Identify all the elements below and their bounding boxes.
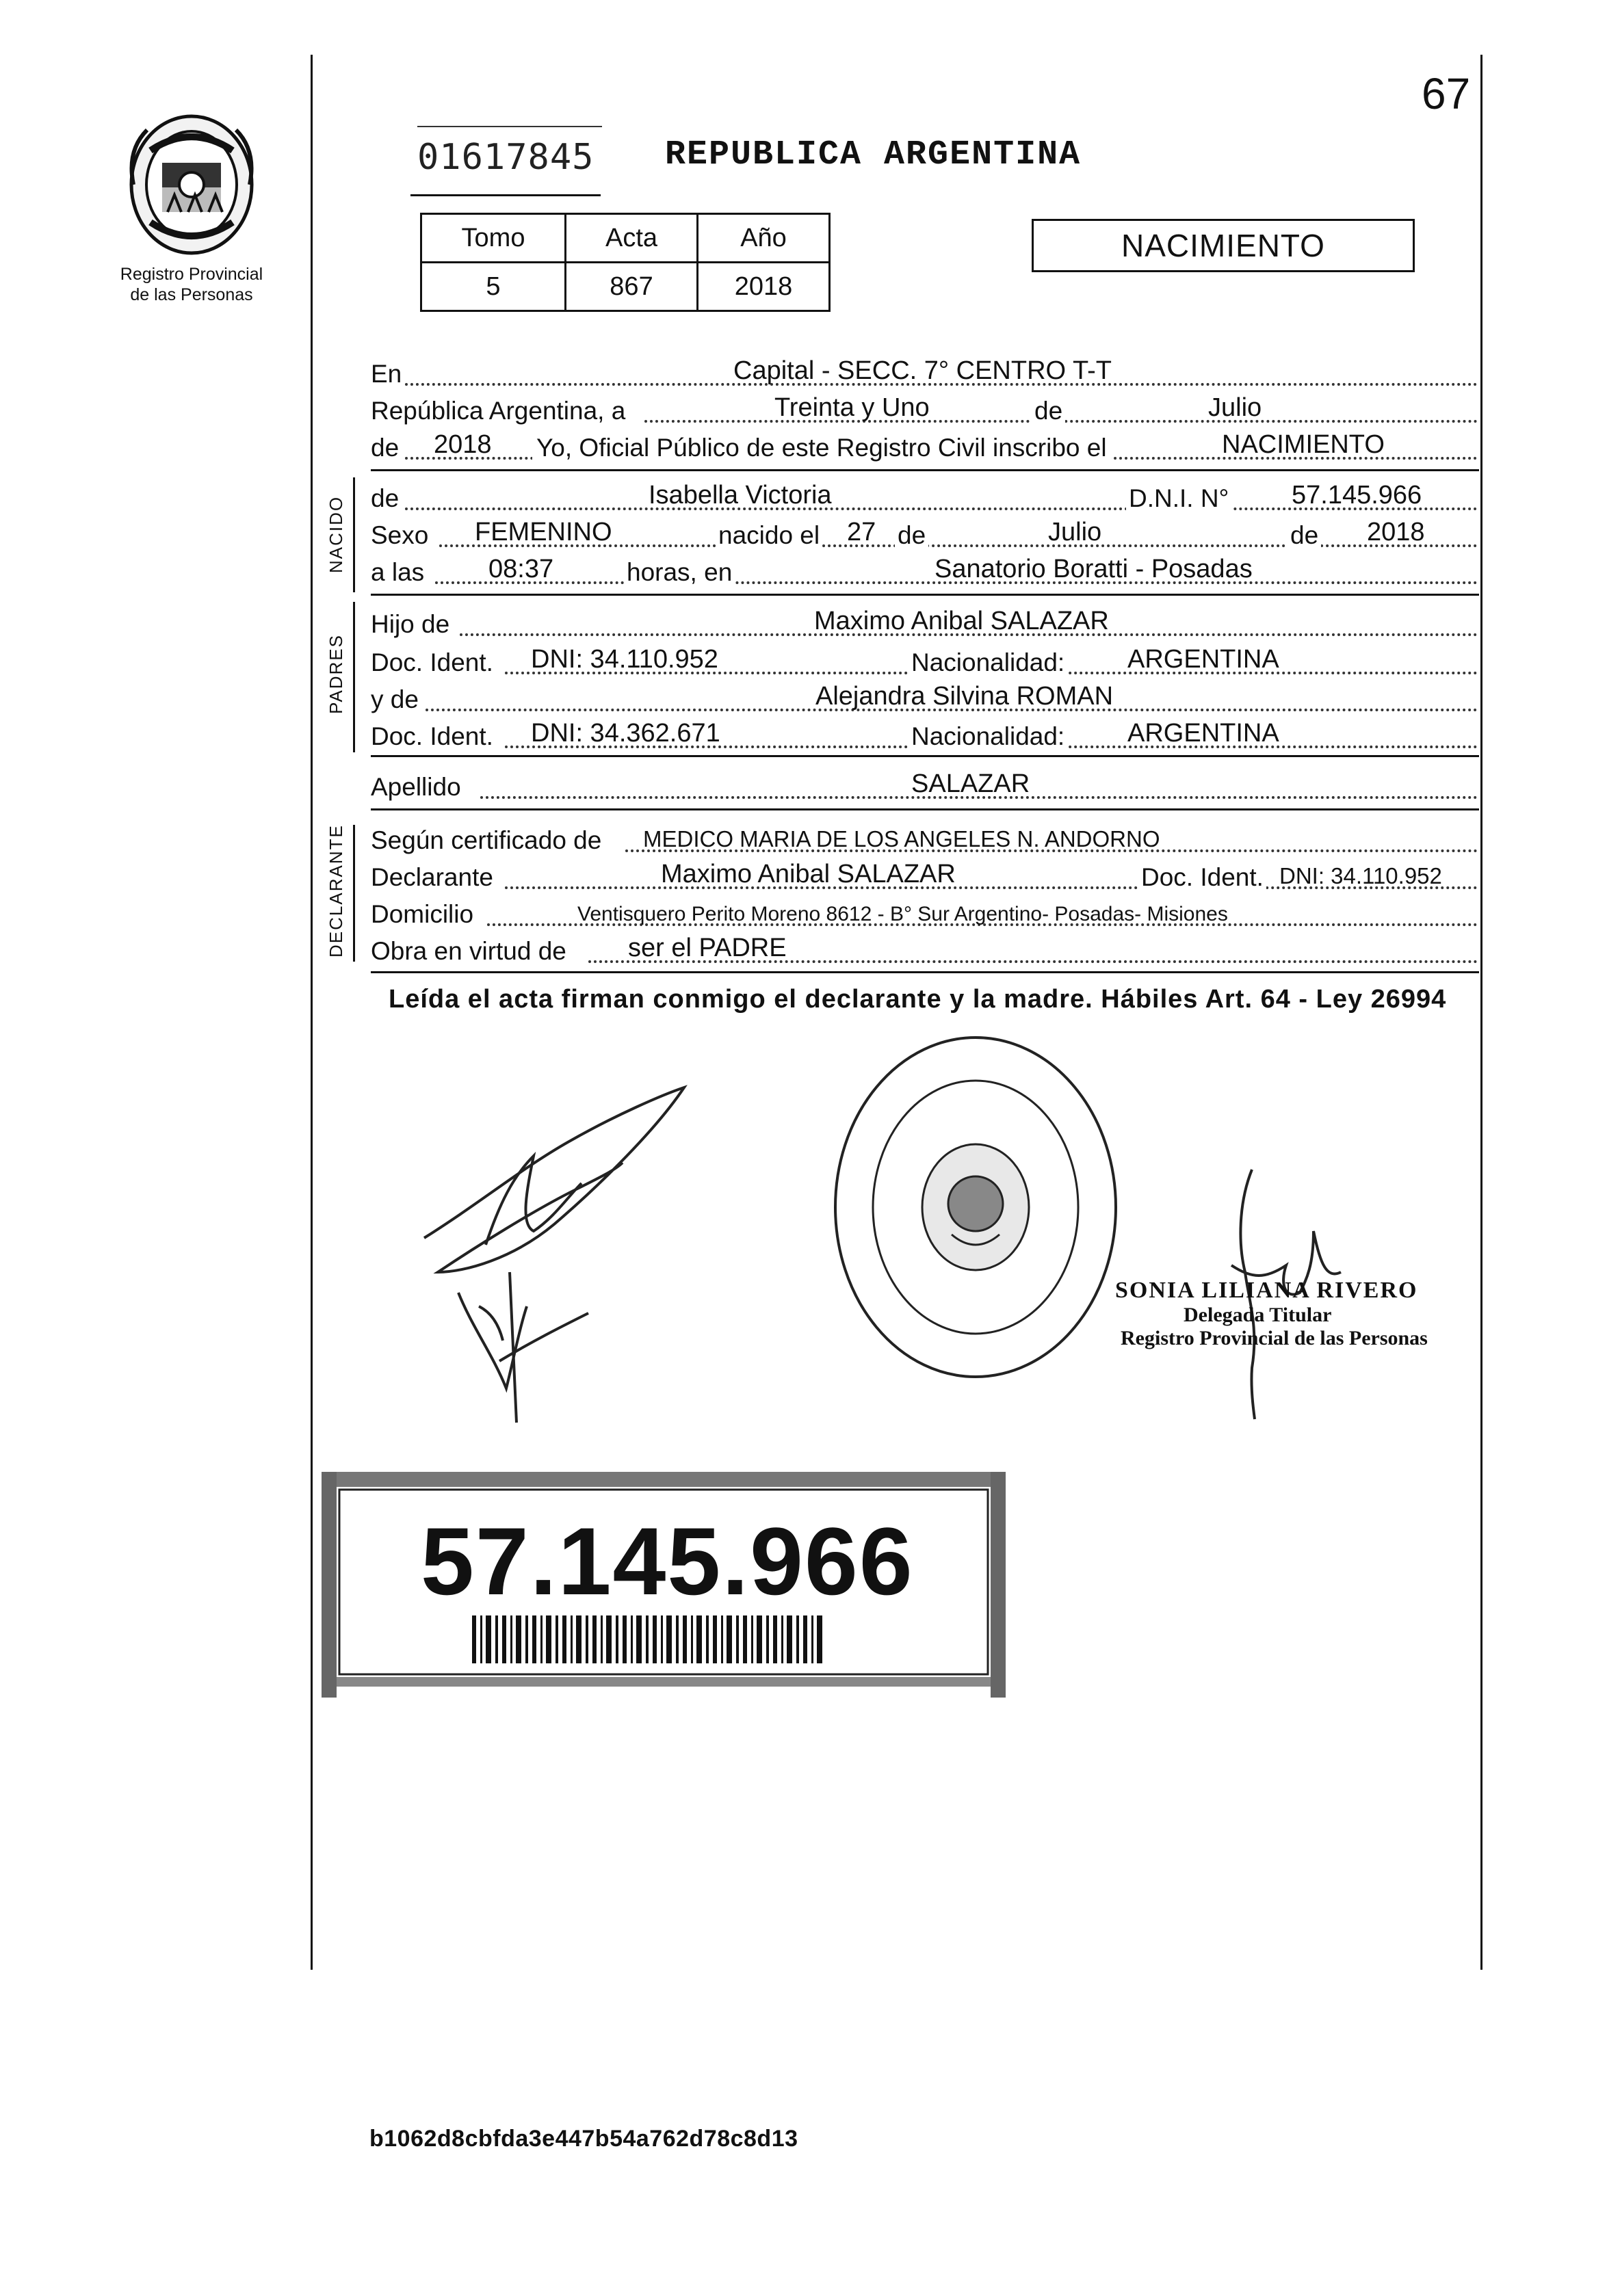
misiones-coat-of-arms-icon xyxy=(120,109,263,260)
value-sexo: FEMENINO xyxy=(475,518,612,546)
form-row-mother-doc xyxy=(371,717,1480,755)
section-divider xyxy=(371,808,1479,810)
label-oficial: Yo, Oficial Público de este Registro Civil inscribo el xyxy=(532,434,1111,462)
value-month: Julio xyxy=(1208,393,1262,422)
table-header-tomo: Tomo xyxy=(421,214,566,263)
form-row-father-doc xyxy=(371,643,1480,681)
label-a-las: a las xyxy=(371,558,425,586)
value-father-name: Maximo Anibal SALAZAR xyxy=(814,607,1109,635)
form-row-apellido xyxy=(371,767,1480,806)
value-father-nationality: ARGENTINA xyxy=(1127,645,1279,674)
table-value-acta: 867 xyxy=(566,263,698,311)
value-father-doc: DNI: 34.110.952 xyxy=(531,645,718,674)
country-title: REPUBLICA ARGENTINA xyxy=(665,135,1082,174)
signature-scribble-icon xyxy=(397,1067,711,1436)
value-birth-year: 2018 xyxy=(1367,518,1425,546)
value-birth-month: Julio xyxy=(1048,518,1102,546)
value-inscription: NACIMIENTO xyxy=(1222,430,1385,459)
label-nacido-el: nacido el xyxy=(716,521,822,550)
form-row-declarante xyxy=(371,858,1480,896)
table-value-tomo: 5 xyxy=(421,263,566,311)
legal-statement: Leída el acta firman conmigo el declarante y la madre. Hábiles Art. 64 - Ley 26994 xyxy=(389,985,1447,1014)
value-place: Capital - SECC. 7° CENTRO T-T xyxy=(733,356,1112,385)
value-time: 08:37 xyxy=(488,555,554,583)
value-declarante-doc: DNI: 34.110.952 xyxy=(1279,863,1442,888)
label-de-year: de xyxy=(371,434,400,462)
label-horas: horas, en xyxy=(624,558,735,587)
section-divider xyxy=(371,971,1479,973)
label-doc-ident-declarante: Doc. Ident. xyxy=(1138,863,1266,892)
table-header-ano: Año xyxy=(698,214,830,263)
dni-sticker xyxy=(322,1472,1006,1698)
label-de-name: de xyxy=(371,484,400,512)
form-row-republica xyxy=(371,391,1480,430)
value-certificado: MEDICO MARIA DE LOS ANGELES N. ANDORNO xyxy=(643,826,1160,852)
value-mother-nationality: ARGENTINA xyxy=(1127,719,1279,748)
label-de: de xyxy=(1032,397,1065,425)
value-declarante-name: Maximo Anibal SALAZAR xyxy=(661,860,956,888)
value-mother-name: Alejandra Silvina ROMAN xyxy=(815,682,1114,711)
table-header-acta: Acta xyxy=(566,214,698,263)
dni-sticker-number: 57.145.966 xyxy=(421,1507,914,1615)
page-number: 67 xyxy=(1422,69,1471,118)
form-row-mother xyxy=(371,680,1480,718)
label-nacionalidad: Nacionalidad: xyxy=(909,648,1067,677)
label-domicilio: Domicilio xyxy=(371,900,474,928)
label-segun-certificado: Según certificado de xyxy=(371,826,602,854)
label-de-month: de xyxy=(895,521,928,550)
record-type-box: NACIMIENTO xyxy=(1032,219,1415,272)
form-row-sexo xyxy=(371,516,1480,554)
label-declarante: Declarante xyxy=(371,863,493,891)
label-nacionalidad-mother: Nacionalidad: xyxy=(909,722,1067,751)
signer-title: Delegada Titular xyxy=(1184,1304,1332,1326)
serial-top-rule xyxy=(417,126,602,127)
volume-table xyxy=(420,213,831,312)
registry-caption-line1: Registro Provincial xyxy=(120,265,263,284)
value-birth-day: 27 xyxy=(847,518,876,546)
serial-number: 01617845 xyxy=(417,137,595,178)
form-row-year xyxy=(371,428,1480,466)
value-birth-place: Sanatorio Boratti - Posadas xyxy=(935,555,1253,583)
official-seal-icon xyxy=(825,1029,1126,1385)
right-margin-line xyxy=(1480,55,1482,1970)
section-divider xyxy=(371,594,1479,596)
label-doc-ident-mother: Doc. Ident. xyxy=(371,722,493,750)
value-day-words: Treinta y Uno xyxy=(774,393,930,422)
label-en: En xyxy=(371,360,402,388)
section-label-nacido: NACIDO xyxy=(326,495,346,573)
signer-block xyxy=(1115,1278,1428,1350)
padres-bracket xyxy=(353,602,355,752)
label-republica: República Argentina, a xyxy=(371,397,626,425)
left-margin-line xyxy=(311,55,313,1970)
label-y-de: y de xyxy=(371,685,419,713)
signer-name: SONIA LILIANA RIVERO xyxy=(1115,1278,1418,1303)
label-hijo-de: Hijo de xyxy=(371,610,450,638)
registry-logo xyxy=(103,109,280,315)
value-year: 2018 xyxy=(434,430,492,459)
form-row-name xyxy=(371,479,1480,517)
label-dni: D.N.I. N° xyxy=(1126,484,1231,513)
value-mother-doc: DNI: 34.362.671 xyxy=(531,719,720,748)
label-obra: Obra en virtud de xyxy=(371,937,566,965)
table-value-ano: 2018 xyxy=(698,263,830,311)
form-row-en xyxy=(371,354,1480,393)
nacido-bracket xyxy=(353,477,355,592)
declarante-bracket xyxy=(353,825,355,962)
label-de-birth-year: de xyxy=(1288,521,1321,550)
section-divider xyxy=(371,469,1479,471)
value-child-name: Isabella Victoria xyxy=(649,481,832,510)
registry-caption-line2: de las Personas xyxy=(130,285,253,304)
value-child-dni: 57.145.966 xyxy=(1292,481,1422,510)
form-row-certificado xyxy=(371,821,1480,859)
serial-underline xyxy=(410,194,601,196)
value-obra: ser el PADRE xyxy=(628,934,787,962)
form-row-father xyxy=(371,605,1480,643)
form-row-time xyxy=(371,553,1480,591)
document-hash: b1062d8cbfda3e447b54a762d78c8d13 xyxy=(369,2126,798,2152)
section-divider xyxy=(371,755,1479,757)
value-apellido: SALAZAR xyxy=(911,769,1030,798)
section-label-declarante: DECLARANTE xyxy=(326,824,346,958)
value-domicilio: Ventisquero Perito Moreno 8612 - B° Sur Argentino- Posadas- Misiones xyxy=(577,903,1228,925)
form-row-obra xyxy=(371,932,1480,970)
label-doc-ident: Doc. Ident. xyxy=(371,648,493,676)
signer-registry: Registro Provincial de las Personas xyxy=(1121,1327,1428,1349)
label-sexo: Sexo xyxy=(371,521,429,549)
label-apellido: Apellido xyxy=(371,773,461,801)
form-row-domicilio xyxy=(371,895,1480,933)
section-label-padres: PADRES xyxy=(326,634,346,714)
